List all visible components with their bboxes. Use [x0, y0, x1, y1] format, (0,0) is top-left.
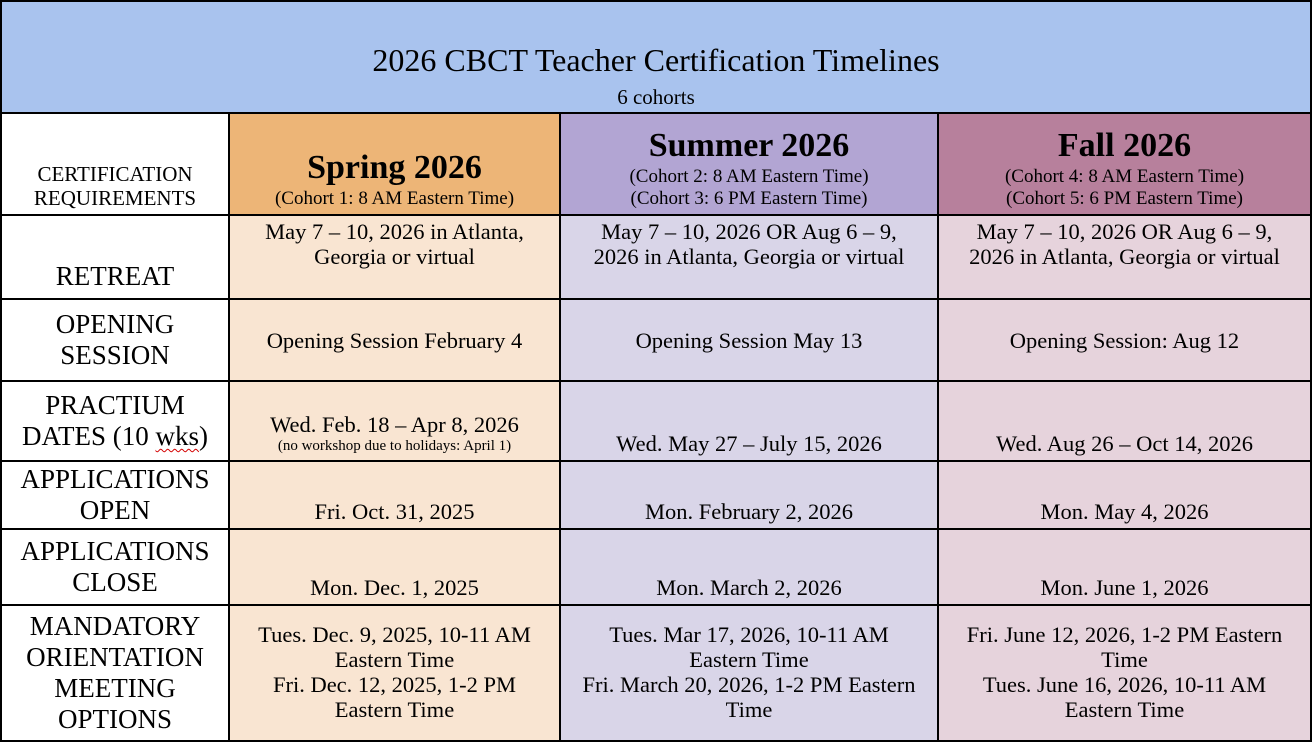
requirements-header-line2: REQUIREMENTS [33, 186, 197, 210]
fall-cohort-5: (Cohort 5: 6 PM Eastern Time) [1006, 188, 1243, 209]
spring-cohort: (Cohort 1: 8 AM Eastern Time) [274, 188, 515, 209]
practicum-label-wks: wks [155, 421, 199, 451]
page-subtitle: 6 cohorts [617, 85, 695, 109]
apps-open-label-cell [0, 460, 230, 530]
orientation-fall-line1: Fri. June 12, 2026, 1-2 PM Eastern [966, 622, 1283, 647]
practicum-label-paren: ) [199, 421, 208, 451]
opening-spring-value: Opening Session February 4 [266, 327, 523, 353]
orientation-spring-line2: Eastern Time [334, 647, 455, 672]
apps-close-label-line1: APPLICATIONS [20, 536, 210, 566]
apps-close-summer-value: Mon. March 2, 2026 [656, 575, 842, 600]
retreat-fall-line2: 2026 in Atlanta, Georgia or virtual [969, 244, 1280, 269]
spring-column-header [228, 112, 561, 216]
page-title: 2026 CBCT Teacher Certification Timelines [372, 42, 940, 78]
practicum-label-cell [0, 380, 230, 462]
fall-title: Fall 2026 [1057, 127, 1192, 164]
orientation-summer-line4: Time [725, 697, 773, 722]
opening-label-cell [0, 298, 230, 382]
requirements-header [0, 112, 230, 216]
apps-open-spring-value: Fri. Oct. 31, 2025 [314, 499, 475, 524]
opening-fall-value: Opening Session: Aug 12 [1009, 327, 1240, 353]
orientation-label-line2: ORIENTATION [26, 642, 204, 672]
apps-close-label-line2: CLOSE [72, 567, 158, 597]
apps-open-label-line2: OPEN [79, 495, 151, 525]
apps-open-label-line1: APPLICATIONS [20, 464, 210, 494]
opening-fall-cell [937, 298, 1312, 382]
practicum-summer-value: Wed. May 27 – July 15, 2026 [616, 431, 882, 456]
requirements-header-line1: CERTIFICATION [37, 162, 193, 186]
orientation-fall-line4: Eastern Time [1064, 697, 1185, 722]
fall-cohort-4: (Cohort 4: 8 AM Eastern Time) [1004, 166, 1245, 187]
retreat-label-cell [0, 214, 230, 300]
table-header [0, 0, 1312, 114]
apps-open-summer-value: Mon. February 2, 2026 [644, 499, 854, 524]
fall-column-header [937, 112, 1312, 216]
orientation-spring-cell [228, 604, 561, 742]
practicum-label-line1: PRACTIUM [45, 390, 185, 420]
retreat-spring-cell [228, 214, 561, 300]
practicum-spring-cell [228, 380, 561, 462]
retreat-fall-cell [937, 214, 1312, 300]
orientation-spring-line1: Tues. Dec. 9, 2025, 10-11 AM [258, 622, 531, 647]
summer-cohort-3: (Cohort 3: 6 PM Eastern Time) [630, 188, 868, 209]
apps-close-spring-cell [228, 528, 561, 606]
opening-summer-value: Opening Session May 13 [635, 327, 863, 353]
apps-open-fall-value: Mon. May 4, 2026 [1040, 499, 1209, 524]
practicum-fall-cell [937, 380, 1312, 462]
apps-open-fall-cell [937, 460, 1312, 530]
practicum-label-dates: DATES (10 [21, 421, 156, 451]
retreat-spring-line2: Georgia or virtual [314, 244, 475, 269]
apps-open-spring-cell [228, 460, 561, 530]
summer-title: Summer 2026 [648, 127, 850, 164]
orientation-summer-line2: Eastern Time [689, 647, 809, 672]
summer-cohort-2: (Cohort 2: 8 AM Eastern Time) [629, 166, 869, 187]
practicum-summer-cell [559, 380, 939, 462]
spring-title: Spring 2026 [307, 149, 482, 186]
retreat-summer-cell [559, 214, 939, 300]
opening-label-line2: SESSION [60, 340, 170, 370]
summer-column-header [559, 112, 939, 216]
orientation-label-line1: MANDATORY [29, 611, 201, 641]
orientation-summer-line1: Tues. Mar 17, 2026, 10-11 AM [609, 622, 889, 647]
apps-open-summer-cell [559, 460, 939, 530]
orientation-label-line3: MEETING [54, 673, 176, 703]
orientation-spring-line3: Fri. Dec. 12, 2025, 1-2 PM [272, 672, 517, 697]
apps-close-fall-value: Mon. June 1, 2026 [1040, 575, 1209, 600]
orientation-label-line4: OPTIONS [57, 704, 172, 734]
opening-summer-cell [559, 298, 939, 382]
practicum-label-line2 [22, 421, 208, 452]
orientation-fall-line2: Time [1101, 647, 1148, 672]
practicum-fall-value: Wed. Aug 26 – Oct 14, 2026 [996, 431, 1253, 456]
practicum-spring-note: (no workshop due to holidays: April 1) [277, 438, 512, 454]
orientation-label-cell [0, 604, 230, 742]
orientation-fall-line3: Tues. June 16, 2026, 10-11 AM [982, 672, 1267, 697]
retreat-label: RETREAT [55, 261, 175, 291]
orientation-summer-cell [559, 604, 939, 742]
apps-close-fall-cell [937, 528, 1312, 606]
retreat-spring-line1: May 7 – 10, 2026 in Atlanta, [265, 219, 524, 244]
orientation-summer-line3: Fri. March 20, 2026, 1-2 PM Eastern [582, 672, 916, 697]
retreat-summer-line2: 2026 in Atlanta, Georgia or virtual [593, 244, 905, 269]
orientation-spring-line4: Eastern Time [334, 697, 455, 722]
apps-close-label-cell [0, 528, 230, 606]
orientation-fall-cell [937, 604, 1312, 742]
apps-close-spring-value: Mon. Dec. 1, 2025 [310, 575, 479, 600]
retreat-fall-line1: May 7 – 10, 2026 OR Aug 6 – 9, [976, 219, 1273, 244]
opening-spring-cell [228, 298, 561, 382]
practicum-spring-value: Wed. Feb. 18 – Apr 8, 2026 [270, 412, 519, 437]
apps-close-summer-cell [559, 528, 939, 606]
retreat-summer-line1: May 7 – 10, 2026 OR Aug 6 – 9, [601, 219, 897, 244]
opening-label-line1: OPENING [55, 309, 175, 339]
